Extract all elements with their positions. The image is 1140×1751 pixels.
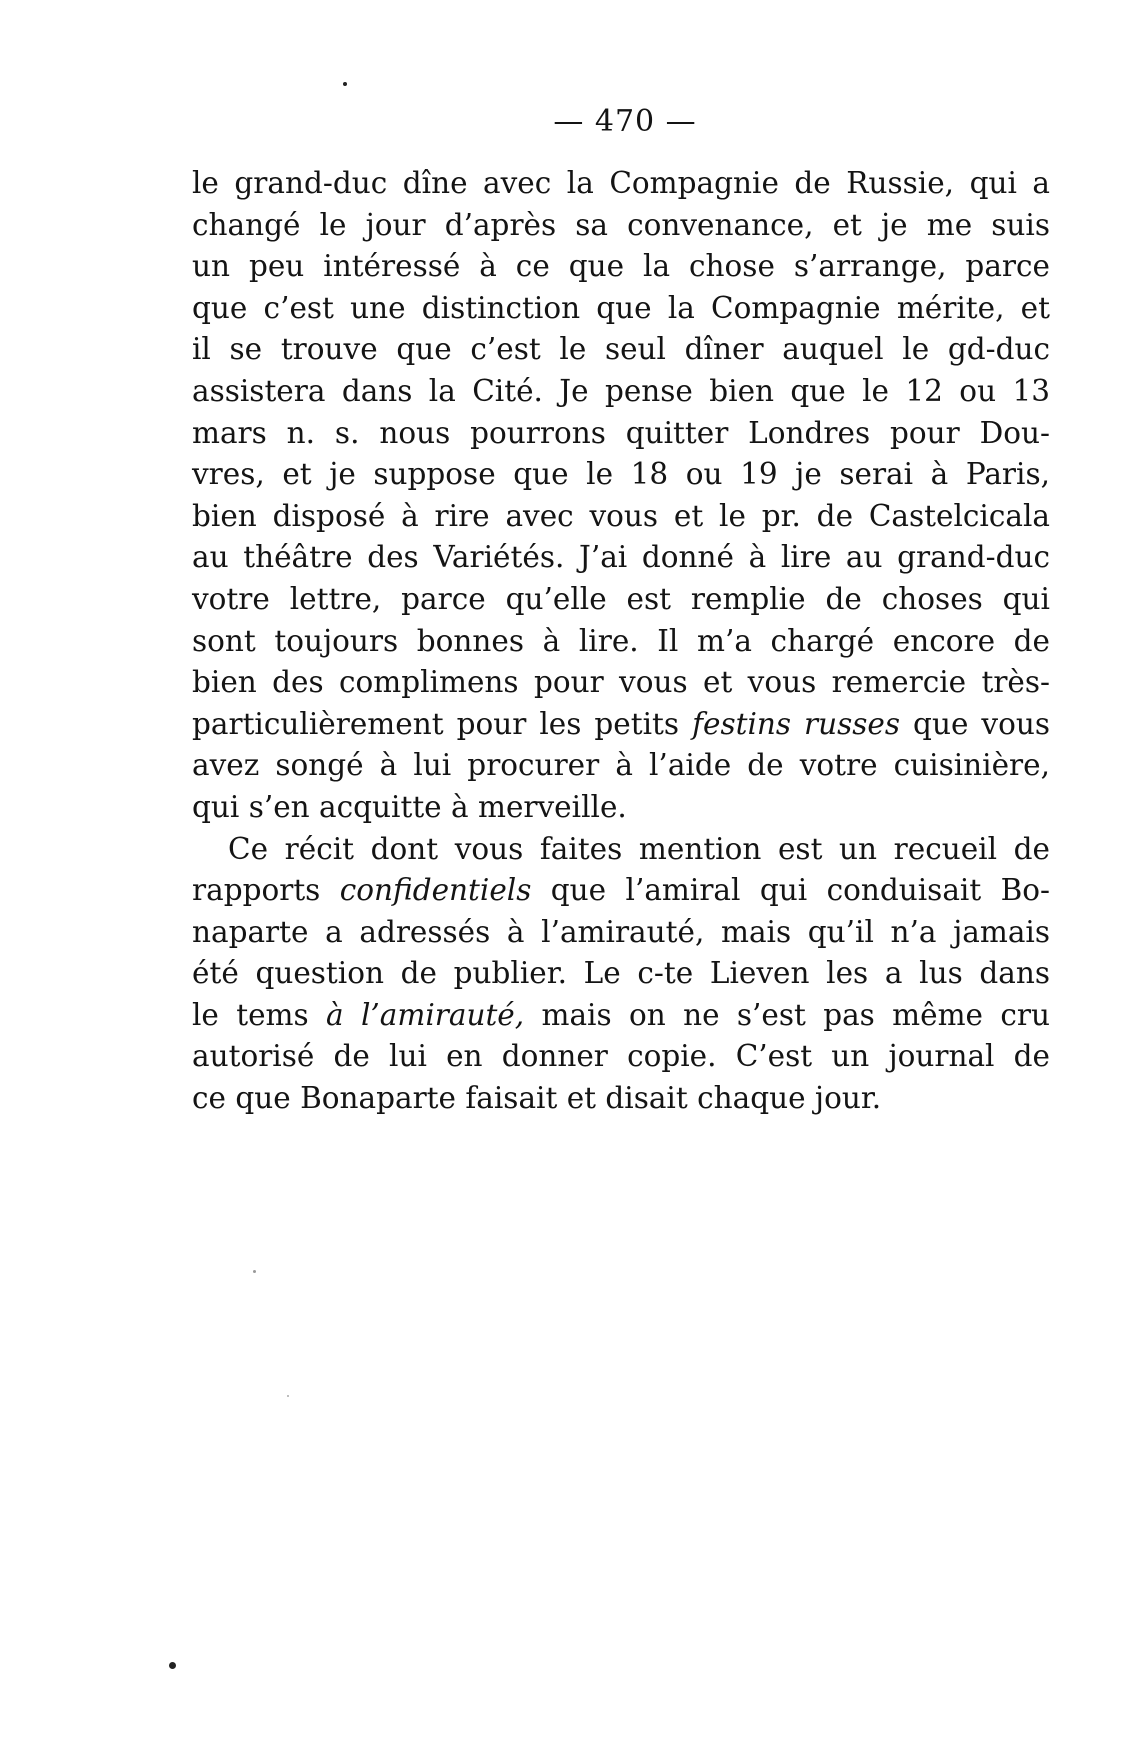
text-line: ce que Bonaparte faisait et disait chaque jour.: [192, 1081, 882, 1116]
text-line: qui s’en acquitte à merveille.: [192, 789, 627, 824]
text-segment: particulièrement pour les petits: [192, 706, 693, 741]
text-line: au théâtre des Variétés. J’ai donné à lire au grand-duc: [192, 540, 1050, 575]
text-segment: rapports: [192, 873, 340, 908]
print-speck: [253, 1270, 256, 1273]
paragraph-1: [192, 163, 1050, 829]
text-line: que c’est une distinction que la Compagnie mérite, et: [192, 290, 1050, 325]
text-line: changé le jour d’après sa convenance, et je me suis: [192, 207, 1050, 242]
text-segment: que vous: [900, 706, 1050, 741]
text-segment: que l’amiral qui conduisait Bo-: [531, 873, 1051, 908]
text-line: bien disposé à rire avec vous et le pr. de Castelcicala: [192, 498, 1050, 533]
text-line: Ce récit dont vous faites mention est un recueil de: [228, 831, 1050, 866]
text-segment: mais on ne s’est pas même cru: [524, 997, 1050, 1032]
text-line: il se trouve que c’est le seul dîner auquel le gd-duc: [192, 332, 1050, 367]
text-line: [192, 995, 1050, 1037]
text-line: un peu intéressé à ce que la chose s’arrange, parce: [192, 249, 1050, 284]
text-line: votre lettre, parce qu’elle est remplie de choses qui: [192, 581, 1050, 616]
italic-text: confidentiels: [339, 873, 532, 908]
text-segment: le tems: [192, 997, 327, 1032]
text-line: naparte a adressés à l’amirauté, mais qu’il n’a jamais: [192, 914, 1050, 949]
text-line: le grand-duc dîne avec la Compagnie de Russie, qui a: [192, 166, 1050, 200]
text-line: sont toujours bonnes à lire. Il m’a chargé encore de: [192, 623, 1050, 658]
text-line: bien des complimens pour vous et vous remercie très-: [192, 665, 1050, 700]
italic-text: à l’amirauté,: [326, 997, 525, 1032]
body-text: [192, 163, 1050, 1120]
text-line: vres, et je suppose que le 18 ou 19 je serai à Paris,: [192, 457, 1050, 492]
text-line: assistera dans la Cité. Je pense bien que le 12 ou 13: [192, 373, 1050, 408]
text-line: été question de publier. Le c-te Lieven les a lus dans: [192, 956, 1050, 991]
text-line: [192, 704, 1050, 746]
print-speck: [169, 1662, 176, 1669]
print-speck: [343, 82, 347, 86]
paragraph-2: [192, 829, 1050, 1120]
text-line: avez songé à lui procurer à l’aide de votre cuisinière,: [192, 748, 1050, 783]
print-speck: [287, 1395, 289, 1397]
text-line: mars n. s. nous pourrons quitter Londres pour Dou-: [192, 415, 1050, 450]
italic-text: festins russes: [692, 706, 901, 741]
text-line: autorisé de lui en donner copie. C’est un journal de: [192, 1039, 1050, 1074]
text-line: [192, 870, 1050, 912]
page-number: — 470 —: [553, 104, 697, 139]
